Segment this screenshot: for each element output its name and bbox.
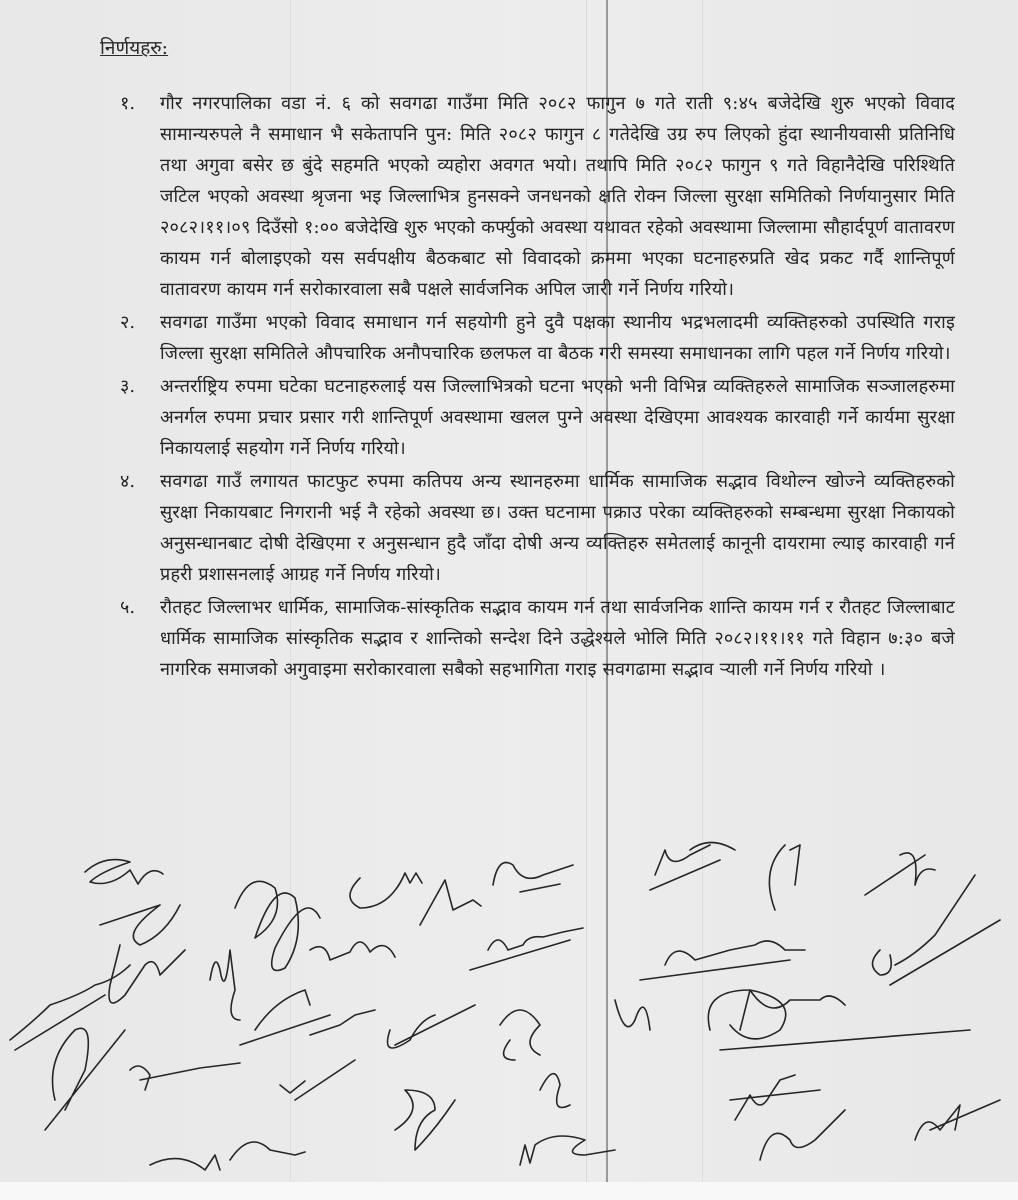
- page-bottom-margin: [0, 1182, 1018, 1200]
- decision-number: ४.: [120, 471, 136, 492]
- decisions-list: [120, 88, 955, 687]
- decision-text: गौर नगरपालिका वडा नं. ६ को सवगढा गाउँमा मिति २०८२ फागुन ७ गते राती ९:४५ बजेदेखि शुरु भएको विवाद सामान्यरुपले नै समाधान भै सकेतापनि पुन: मिति २०८२ फागुन ८ गतेदेखि उग्र रुप लिएको हुंदा स्थानीयवासी प्रतिनिधि तथा अगुवा बसेर छ बुंदे सहमति भएको व्यहोरा अवगत भयो। तथापि मिति २०८२ फागुन ९ गते विहानैदेखि परिश्थिति जटिल भएको अवस्था श्रृजना भइ जिल्लाभित्र हुनसक्ने जनधनको क्षति रोक्न जिल्ला सुरक्षा समितिको निर्णयानुसार मिति २०८२।११।०९ दिउँसो १:०० बजेदेखि शुरु भएको कर्फ्युको अवस्था यथावत रहेको अवस्थामा जिल्लामा सौहार्दपूर्ण वातावरण कायम गर्न बोलाइएको यस सर्वपक्षीय बैठकबाट सो विवादको क्रममा भएका घटनाहरुप्रति खेद प्रकट गर्दै शान्तिपूर्ण वातावरण कायम गर्न सरोकारवाला सबै पक्षले सार्वजनिक अपिल जारी गर्ने निर्णय गरियो।: [160, 93, 956, 300]
- decision-item: [120, 466, 955, 590]
- decision-text: अन्तर्राष्ट्रिय रुपमा घटेका घटनाहरुलाई यस जिल्लाभित्रको घटना भएको भनी विभिन्न व्यक्तिहरुले सामाजिक सञ्जालहरुमा अनर्गल रुपमा प्रचार प्रसार गरी शान्तिपूर्ण अवस्थामा खलल पुग्ने अवस्था देखिएमा आवश्यक कारवाही गर्ने कार्यमा सुरक्षा निकायलाई सहयोग गर्ने निर्णय गरियो।: [160, 376, 955, 459]
- decision-item: [120, 592, 955, 685]
- signatures-area: [0, 830, 1018, 1182]
- decision-number: १.: [120, 93, 136, 114]
- decision-number: ३.: [120, 376, 136, 397]
- decision-text: सवगढा गाउँमा भएको विवाद समाधान गर्न सहयोगी हुने दुवै पक्षका स्थानीय भद्रभलादमी व्यक्तिहरुको उपस्थिति गराइ जिल्ला सुरक्षा समितिले औपचारिक अनौपचारिक छलफल वा बैठक गरी समस्या समाधानका लागि पहल गर्ने निर्णय गरियो।: [160, 312, 955, 364]
- section-heading: निर्णयहरु:: [100, 37, 169, 59]
- decision-number: ५.: [120, 597, 136, 618]
- decision-item: [120, 371, 955, 464]
- decision-number: २.: [120, 312, 136, 333]
- decision-item: [120, 307, 955, 369]
- handwritten-signatures: [0, 830, 1018, 1182]
- decision-text: रौतहट जिल्लाभर धार्मिक, सामाजिक-सांस्कृतिक सद्भाव कायम गर्न तथा सार्वजनिक शान्ति कायम गर्न र रौतहट जिल्लाबाट धार्मिक सामाजिक सांस्कृतिक सद्भाव र शान्तिको सन्देश दिने उद्धेश्यले भोलि मिति २०८२।११।११ गते विहान ७:३० बजे नागरिक समाजको अगुवाइमा सरोकारवाला सबैको सहभागिता गराइ सवगढामा सद्भाव र्‍याली गर्ने निर्णय गरियो ।: [160, 597, 955, 680]
- decision-text: सवगढा गाउँ लगायत फाटफुट रुपमा कतिपय अन्य स्थानहरुमा धार्मिक सामाजिक सद्भाव विथोल्न खोज्ने व्यक्तिहरुको सुरक्षा निकायबाट निगरानी भई नै रहेको अवस्था छ। उक्त घटनामा पक्राउ परेका व्यक्तिहरुको सम्बन्धमा सुरक्षा निकायको अनुसन्धानबाट दोषी देखिएमा र अनुसन्धान हुदै जाँदा दोषी अन्य व्यक्तिहरु समेतलाई कानूनी दायरामा ल्याइ कारवाही गर्न प्रहरी प्रशासनलाई आग्रह गर्ने निर्णय गरियो।: [160, 471, 955, 585]
- decision-item: [120, 88, 955, 305]
